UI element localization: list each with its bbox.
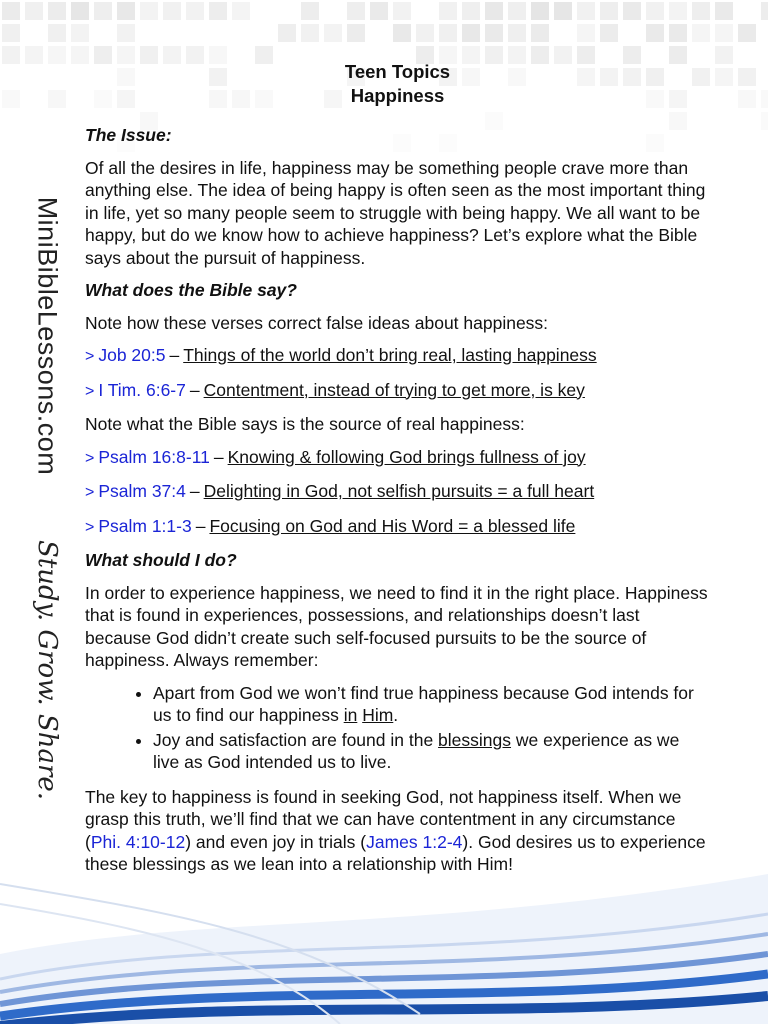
verse-reference: Psalm 37:4 [98,481,186,501]
grid-square [485,2,503,20]
grid-square [117,24,135,42]
grid-square [439,2,457,20]
grid-square [25,46,43,64]
grid-square [669,2,687,20]
bible-heading: What does the Bible say? [85,280,297,300]
todo-body: In order to experience happiness, we need to find it in the right place. Happiness that is found in experiences, possessions, and relationships doesn’t last because God didn’t create such self-focused pursuits to be the source of happiness. Always remember: [85,582,708,670]
list-item [85,480,710,505]
grid-square [669,24,687,42]
grid-square [600,24,618,42]
grid-square [2,46,20,64]
site-name-text: MiniBibleLessons.com [32,196,63,476]
page-subtitle: Happiness [350,85,445,106]
site-name-vertical [12,196,82,476]
todo-heading: What should I do? [85,550,237,570]
grid-square [738,24,756,42]
bible-intro-1: Note how these verses correct false ideas about happiness: [85,312,549,333]
list-item [85,446,710,471]
grid-square [715,46,733,64]
grid-square [48,24,66,42]
grid-square [715,68,733,86]
verse-description: Things of the world don’t bring real, lasting happiness [183,345,597,365]
grid-square [692,2,710,20]
list-item [85,344,710,369]
verse-description: Knowing & following God brings fullness of joy [227,446,586,467]
grid-square [761,112,768,130]
grid-square [715,24,733,42]
verse-description: Delighting in God, not selfish pursuits = a full heart [203,481,595,501]
arrow-icon: > [85,348,95,365]
grid-square [485,24,503,42]
grid-square [232,2,250,20]
grid-square [347,2,365,20]
grid-square [48,90,66,108]
grid-square [347,24,365,42]
grid-square [416,24,434,42]
tagline-vertical [12,539,82,801]
grid-square [531,2,549,20]
grid-square [393,2,411,20]
emphasis-in: in [343,705,358,725]
closing-paragraph [85,786,710,876]
issue-body: Of all the desires in life, happiness may be something people crave more than anything else. The idea of being happy is often seen as the most important thing in life, yet so many people seem to struggle with being happy. We all want to be happy, but do we know how to achieve happiness? Let’s explore what the Bible says about the pursuit of happiness. [85,157,706,268]
verse-description: Focusing on God and His Word = a blessed life [209,515,576,536]
grid-square [646,24,664,42]
grid-square [554,2,572,20]
grid-square [71,2,89,20]
grid-square [600,2,618,20]
grid-square [2,2,20,20]
grid-square [439,24,457,42]
dash: – [189,481,200,501]
grid-square [2,24,20,42]
bible-intro-2: Note what the Bible says is the source of real happiness: [85,414,525,434]
closing-text-3: ). God desires us to experience these blessings as we lean into a relationship with Him! [85,831,706,874]
verse-reference: I Tim. 6:6-7 [98,379,186,400]
bullet-text: Joy and satisfaction are found in the [153,729,439,750]
list-item [153,729,710,774]
grid-square [117,2,135,20]
dash: – [169,345,180,365]
grid-square [577,2,595,20]
grid-square [577,24,595,42]
grid-square [48,2,66,20]
verse-reference: Job 20:5 [98,345,166,365]
grid-square [738,68,756,86]
emphasis-him: Him [362,705,394,725]
bullet-text: Apart from God we won’t find true happiness because God intends for us to find our happiness [153,682,694,725]
grid-square [324,24,342,42]
list-item [85,379,710,404]
list-item [85,515,710,540]
grid-square [186,2,204,20]
closing-text-1: The key to happiness is found in seeking God, not happiness itself. When we grasp this truth, we’ll find that we can have contentment in any circumstance ( [85,786,682,852]
bullet-end: we experience as we live as God intended us to live. [153,729,680,772]
bullet-end: . [393,705,399,725]
grid-square [393,24,411,42]
grid-square [25,2,43,20]
grid-square [48,46,66,64]
grid-square [2,90,20,108]
grid-square [462,2,480,20]
grid-square [623,2,641,20]
grid-square [278,24,296,42]
grid-square [209,2,227,20]
grid-square [140,2,158,20]
verse-reference: Phi. 4:10-12 [90,831,186,852]
emphasis-blessings: blessings [438,729,512,750]
list-item [153,682,710,727]
dash: – [195,515,206,536]
verse-list-1 [85,344,710,403]
arrow-icon: > [85,518,95,536]
grid-square [531,24,549,42]
dash: – [213,446,224,467]
grid-square [163,2,181,20]
grid-square [508,2,526,20]
grid-square [646,2,664,20]
page-title: Teen Topics [344,61,451,82]
closing-text-2: ) and even joy in trials ( [185,831,367,852]
issue-heading: The Issue: [85,125,172,145]
reminder-list [85,682,710,774]
grid-square [738,90,756,108]
grid-square [692,24,710,42]
grid-square [508,24,526,42]
arrow-icon: > [85,449,95,467]
grid-square [761,2,768,20]
grid-square [370,2,388,20]
dash: – [189,379,200,400]
verse-reference: Psalm 1:1-3 [98,515,192,536]
grid-square [462,24,480,42]
verse-reference: Psalm 16:8-11 [98,446,210,467]
verse-description: Contentment, instead of trying to get more, is key [203,379,585,400]
grid-square [761,90,768,108]
grid-square [715,2,733,20]
arrow-icon: > [85,382,95,400]
grid-square [301,2,319,20]
grid-square [94,2,112,20]
tagline-text: Study. Grow. Share. [32,539,62,801]
lesson-content [85,60,710,886]
grid-square [301,24,319,42]
grid-square [71,24,89,42]
arrow-icon: > [85,484,95,501]
verse-list-2 [85,446,710,540]
verse-reference: James 1:2-4 [366,831,463,852]
